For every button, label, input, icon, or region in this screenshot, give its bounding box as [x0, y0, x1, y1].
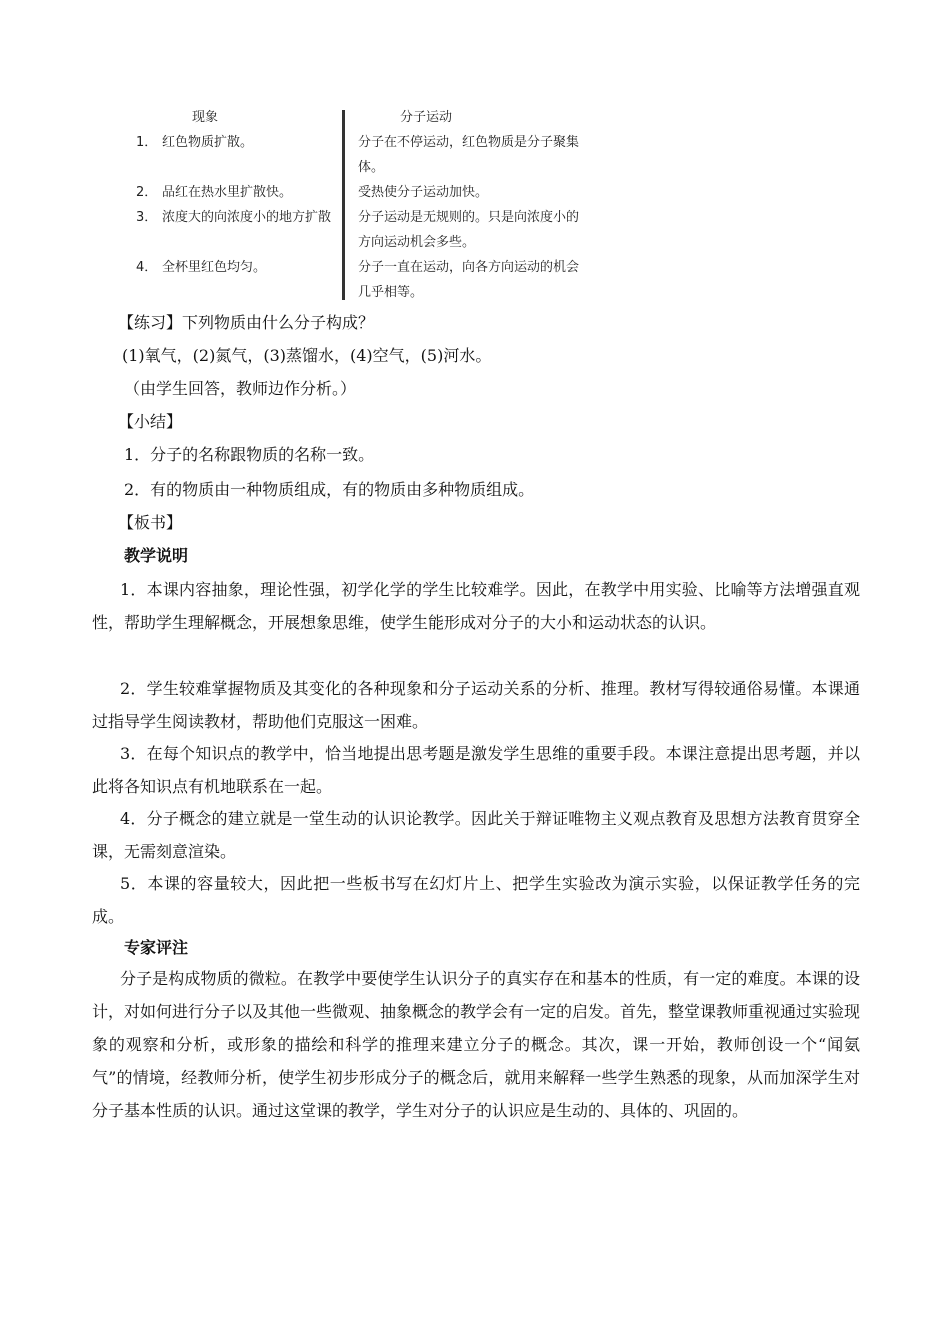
teaching-note-5: 5．本课的容量较大，因此把一些板书写在幻灯片上、把学生实验改为演示实验，以保证教学任务的完成。	[92, 874, 860, 926]
table-row-4-motion: 分子一直在运动，向各方向运动的机会几乎相等。	[358, 260, 580, 300]
table-header-phenomenon: 现象	[192, 110, 219, 125]
table-row-1-motion: 分子在不停运动，红色物质是分子聚集体。	[358, 135, 580, 175]
exercise-note: （由学生回答，教师边作分析。）	[124, 379, 357, 398]
summary-item-2: 2．有的物质由一种物质组成，有的物质由多种物质组成。	[124, 480, 535, 499]
teaching-notes-title: 教学说明	[124, 546, 189, 565]
exercise-items: (1)氧气，(2)氮气，(3)蒸馏水，(4)空气，(5)河水。	[122, 346, 492, 365]
table-row-4-phenomenon: 4． 全杯里红色均匀。	[136, 260, 267, 275]
table-row-3-motion: 分子运动是无规则的。只是向浓度小的方向运动机会多些。	[358, 210, 580, 250]
teaching-note-4: 4．分子概念的建立就是一堂生动的认识论教学。因此关于辩证唯物主义观点教育及思想方法教育贯穿全课，无需刻意渲染。	[92, 809, 860, 861]
teaching-note-1: 1．本课内容抽象，理论性强，初学化学的学生比较难学。因此，在教学中用实验、比喻等方法增强直观性，帮助学生理解概念，开展想象思维，使学生能形成对分子的大小和运动状态的认识。	[92, 580, 860, 632]
teaching-note-2: 2．学生较难掌握物质及其变化的各种现象和分子运动关系的分析、推理。教材写得较通俗易懂。本课通过指导学生阅读教材，帮助他们克服这一困难。	[92, 679, 860, 731]
board-title: 【板书】	[118, 513, 183, 532]
table-header-molecular-motion: 分子运动	[400, 110, 453, 125]
summary-title: 【小结】	[118, 412, 183, 431]
expert-comment-paragraph: 分子是构成物质的微粒。在教学中要使学生认识分子的真实存在和基本的性质，有一定的难度。本课的设计，对如何进行分子以及其他一些微观、抽象概念的教学会有一定的启发。首先，整堂课教师重视通过实验现象的观察和分析，或形象的描绘和科学的推理来建立分子的概念。其次，课一开始，教师创设一个“闻氨气”的情境，经教师分析，使学生初步形成分子的概念后，就用来解释一些学生熟悉的现象，从而加深学生对分子基本性质的认识。通过这堂课的教学，学生对分子的认识应是生动的、具体的、巩固的。	[92, 969, 861, 1120]
table-row-2-phenomenon: 2． 品红在热水里扩散快。	[136, 185, 293, 200]
expert-comment-title: 专家评注	[124, 938, 189, 957]
phenomenon-motion-table	[128, 104, 588, 300]
table-row-3-phenomenon: 3． 浓度大的向浓度小的地方扩散	[136, 210, 332, 225]
summary-item-1: 1．分子的名称跟物质的名称一致。	[124, 445, 375, 464]
table-row-2-motion: 受热使分子运动加快。	[358, 185, 489, 200]
table-row-1-phenomenon: 1． 红色物质扩散。	[136, 135, 254, 150]
exercise-title: 【练习】下列物质由什么分子构成？	[118, 313, 375, 332]
teaching-note-3: 3．在每个知识点的教学中，恰当地提出思考题是激发学生思维的重要手段。本课注意提出思考题，并以此将各知识点有机地联系在一起。	[92, 744, 860, 796]
